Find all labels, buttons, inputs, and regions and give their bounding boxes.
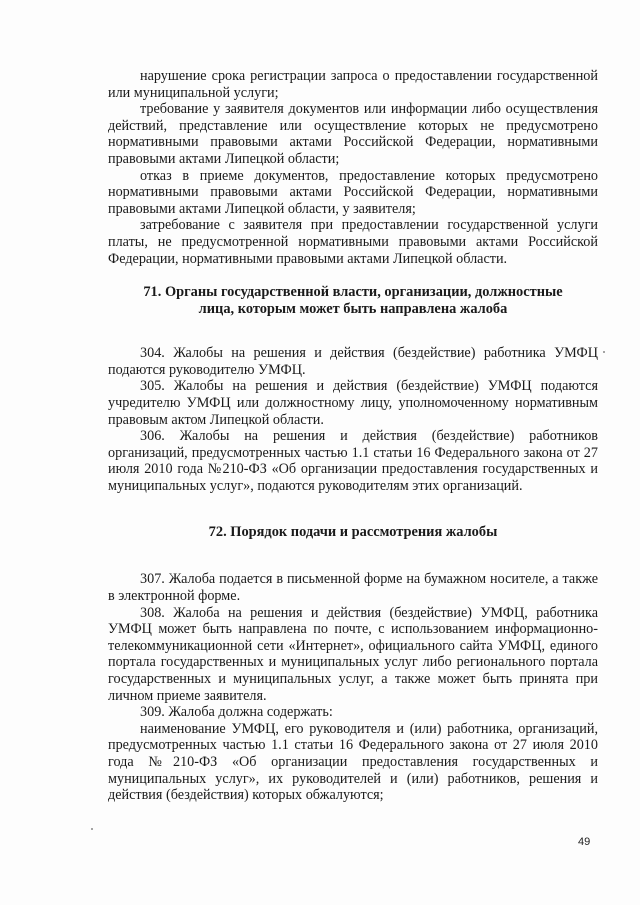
paragraph: затребование с заявителя при предоставлении государственной услуги платы, не предусмотренной нормативными правовыми актами Российской Федерации, нормативными правовыми актами Липецкой области. bbox=[108, 217, 598, 267]
section-72-heading: 72. Порядок подачи и рассмотрения жалобы bbox=[208, 524, 498, 541]
page-body bbox=[108, 68, 598, 804]
section-71-heading-line2: лица, которым может быть направлена жалоба bbox=[198, 301, 508, 318]
paragraph-307: 307. Жалоба подается в письменной форме на бумажном носителе, а также в электронной форме. bbox=[108, 571, 598, 605]
paragraph: требование у заявителя документов или информации либо осуществления действий, представление или осуществление которых не предусмотрено нормативными правовыми актами Российской Федерации, нормативными правовыми актами Липецкой области; bbox=[108, 101, 598, 167]
paragraph-308: 308. Жалоба на решения и действия (бездействие) УМФЦ, работника УМФЦ может быть направлена по почте, с использованием информационно-телекоммуникационной сети «Интернет», официального сайта УМФЦ, единого портала государственных и муниципальных услуг либо регионального портала государственных и муниципальных услуг, а также может быть принята при личном приеме заявителя. bbox=[108, 604, 598, 704]
section-71-heading-line1: 71. Органы государственной власти, организации, должностные bbox=[143, 284, 563, 301]
paragraph: нарушение срока регистрации запроса о предоставлении государственной или муниципальной услуги; bbox=[108, 68, 598, 101]
paragraph-309: 309. Жалоба должна содержать: bbox=[140, 704, 333, 721]
paragraph-306: 306. Жалобы на решения и действия (бездействие) работников организаций, предусмотренных частью 1.1 статьи 16 Федерального закона от 27 июля 2010 года №210-ФЗ «Об организации предоставления государственных и муниципальных услуг», подаются руководителям этих организаций. bbox=[108, 428, 598, 494]
scan-speck bbox=[603, 351, 605, 353]
paragraph-304: 304. Жалобы на решения и действия (бездействие) работника УМФЦ подаются руководителю УМФЦ. bbox=[108, 345, 598, 378]
scan-speck bbox=[91, 828, 93, 830]
paragraph-309-item: наименование УМФЦ, его руководителя и (или) работника, организаций, предусмотренных частью 1.1 статьи 16 Федерального закона от 27 июля 2010 года №210-ФЗ «Об организации предоставления государственных и муниципальных услуг», их руководителей и (или) работников, решения и действия (бездействия) которых обжалуются; bbox=[108, 720, 598, 804]
paragraph: отказ в приеме документов, предоставление которых предусмотрено нормативными правовыми актами Российской Федерации, нормативными правовыми актами Липецкой области, у заявителя; bbox=[108, 167, 598, 217]
page-number: 49 bbox=[578, 836, 591, 848]
paragraph-305: 305. Жалобы на решения и действия (бездействие) УМФЦ подаются учредителю УМФЦ или должностному лицу, уполномоченному нормативным правовым актом Липецкой области. bbox=[108, 378, 598, 428]
